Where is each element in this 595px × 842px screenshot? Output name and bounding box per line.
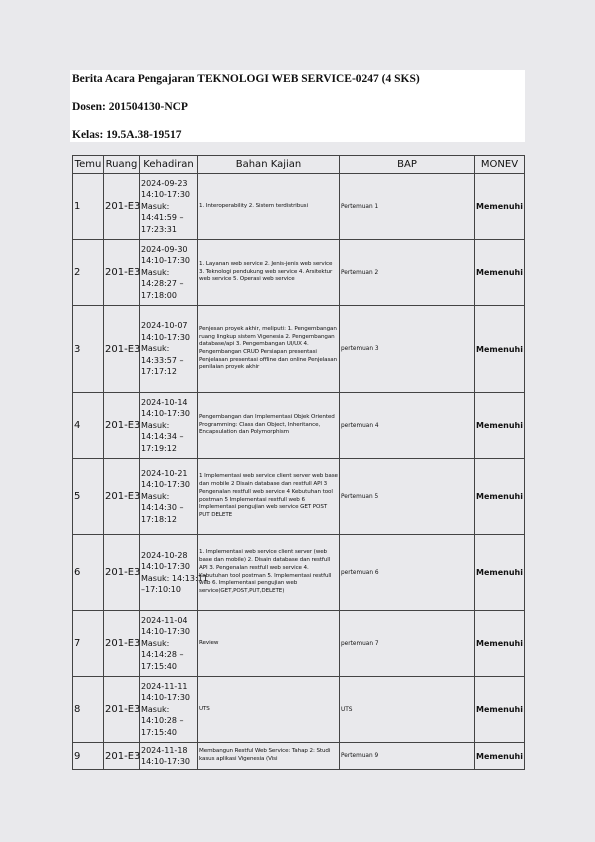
cell-bap: pertemuan 4	[340, 393, 475, 459]
cell-kehadiran	[140, 677, 198, 743]
document-header	[70, 70, 525, 142]
cell-ruang: 201-E3	[104, 459, 140, 535]
cell-ruang: 201-E3	[104, 393, 140, 459]
kehadiran-line: 2024-10-21	[141, 468, 188, 478]
column-header-monev: MONEV	[475, 156, 525, 174]
cell-monev: Memenuhi	[475, 174, 525, 240]
table-header-row	[73, 156, 525, 174]
cell-temu: 3	[73, 306, 104, 393]
table-row	[73, 677, 525, 743]
cell-bahan-kajian: Pengembangan dan Implementasi Objek Oriented Programming: Class dan Object, Inheritance, Encapsulation dan Polymorphism	[198, 393, 340, 459]
kehadiran-line: 17:17:12	[141, 367, 177, 377]
cell-kehadiran	[140, 535, 208, 611]
kehadiran-line: 14:14:34 –	[141, 432, 184, 442]
kehadiran-line: 17:18:00	[141, 290, 177, 300]
kehadiran-line: 14:33:57 –	[141, 355, 184, 365]
kehadiran-line: 14:10-17:30	[141, 332, 190, 342]
kehadiran-line: 2024-11-11	[141, 681, 188, 691]
table-row	[73, 306, 525, 393]
cell-kehadiran	[140, 174, 198, 240]
kehadiran-line: 2024-10-28	[141, 550, 188, 560]
kehadiran-line: 14:10:28 –	[141, 716, 184, 726]
kehadiran-line: 17:18:12	[141, 514, 177, 524]
table-row	[73, 459, 525, 535]
cell-kehadiran	[140, 743, 198, 770]
cell-bahan-kajian: 1. Interoperability 2. Sistem terdistribusi	[198, 174, 340, 240]
cell-kehadiran	[140, 459, 198, 535]
teaching-record-table	[72, 155, 525, 770]
cell-bap: UTS	[340, 677, 475, 743]
column-header-bap: BAP	[340, 156, 475, 174]
cell-ruang: 201-E3	[104, 743, 140, 770]
table-row	[73, 174, 525, 240]
cell-bap: pertemuan 7	[340, 611, 475, 677]
kehadiran-line: 14:41:59 –	[141, 213, 184, 223]
cell-temu: 9	[73, 743, 104, 770]
kehadiran-line: Masuk:	[141, 638, 170, 648]
kehadiran-line: Masuk:	[141, 201, 170, 211]
cell-ruang: 201-E3	[104, 535, 140, 611]
cell-ruang: 201-E3	[104, 306, 140, 393]
cell-temu: 8	[73, 677, 104, 743]
kehadiran-line: 17:15:40	[141, 661, 177, 671]
cell-ruang: 201-E3	[104, 240, 140, 306]
kehadiran-line: Masuk:	[141, 420, 170, 430]
cell-monev: Memenuhi	[475, 677, 525, 743]
column-header-kehadiran: Kehadiran	[140, 156, 198, 174]
column-header-ruang: Ruang	[104, 156, 140, 174]
cell-kehadiran	[140, 393, 198, 459]
kehadiran-line: Masuk:	[141, 704, 170, 714]
kehadiran-line: 14:10-17:30	[141, 562, 190, 571]
kehadiran-line: 17:23:31	[141, 224, 177, 234]
kehadiran-line: 14:10-17:30	[141, 190, 190, 200]
kehadiran-line: Masuk:	[141, 267, 170, 277]
cell-bap: Pertemuan 5	[340, 459, 475, 535]
kehadiran-line: 14:10-17:30	[141, 409, 190, 419]
cell-temu: 7	[73, 611, 104, 677]
column-header-bahan-kajian: Bahan Kajian	[198, 156, 340, 174]
cell-monev: Memenuhi	[475, 240, 525, 306]
class-label: Kelas: 19.5A.38-19517	[72, 129, 182, 141]
cell-bap: Pertemuan 2	[340, 240, 475, 306]
cell-bap: pertemuan 6	[340, 535, 475, 611]
lecturer-label: Dosen: 201504130-NCP	[72, 101, 188, 113]
kehadiran-line: 17:15:40	[141, 727, 177, 737]
table-row	[73, 393, 525, 459]
cell-monev: Memenuhi	[475, 459, 525, 535]
kehadiran-line: 14:10-17:30	[141, 627, 190, 637]
cell-monev: Memenuhi	[475, 743, 525, 770]
cell-temu: 1	[73, 174, 104, 240]
cell-bahan-kajian: UTS	[198, 677, 340, 743]
cell-kehadiran	[140, 611, 198, 677]
cell-temu: 5	[73, 459, 104, 535]
kehadiran-line: 2024-11-18	[141, 745, 188, 755]
cell-bahan-kajian: Penjesan proyek akhir, meliputi: 1. Pengembangan ruang lingkup sistem Vigenesia 2. Pengembangan database/api 3. Pengembangan UI/UX 4. Pengembangan CRUD Persiapan presentasi Penjelasan presentasi offline dan online Penjelasan penilaian proyek akhir	[198, 306, 340, 393]
cell-kehadiran	[140, 240, 198, 306]
kehadiran-line: 14:10-17:30	[141, 480, 190, 490]
kehadiran-line: Masuk:	[141, 491, 170, 501]
kehadiran-line: 2024-11-04	[141, 615, 188, 625]
cell-ruang: 201-E3	[104, 174, 140, 240]
cell-monev: Memenuhi	[475, 535, 525, 611]
cell-temu: 4	[73, 393, 104, 459]
cell-temu: 6	[73, 535, 104, 611]
cell-ruang: 201-E3	[104, 677, 140, 743]
kehadiran-line: 14:14:30 –	[141, 503, 184, 513]
kehadiran-line: 2024-10-07	[141, 321, 188, 331]
cell-monev: Memenuhi	[475, 611, 525, 677]
kehadiran-line: 2024-09-23	[141, 178, 188, 188]
cell-monev: Memenuhi	[475, 306, 525, 393]
kehadiran-line: 17:19:12	[141, 443, 177, 453]
cell-bap: Pertemuan 9	[340, 743, 475, 770]
table-row	[73, 743, 525, 770]
cell-monev: Memenuhi	[475, 393, 525, 459]
cell-temu: 2	[73, 240, 104, 306]
table-row	[73, 240, 525, 306]
cell-kehadiran	[140, 306, 198, 393]
cell-bahan-kajian: 1. Layanan web service 2. Jenis-jenis web service 3. Teknologi pendukung web service 4. Arsitektur web service 5. Operasi web service	[198, 240, 340, 306]
kehadiran-line: 14:28:27 –	[141, 279, 184, 289]
document-title: Berita Acara Pengajaran TEKNOLOGI WEB SERVICE-0247 (4 SKS)	[72, 73, 420, 85]
kehadiran-line: 14:10-17:30	[141, 757, 190, 766]
table-row	[73, 611, 525, 677]
cell-bap: pertemuan 3	[340, 306, 475, 393]
cell-bahan-kajian: Review	[198, 611, 340, 677]
cell-bap: Pertemuan 1	[340, 174, 475, 240]
cell-bahan-kajian: 1 Implementasi web service client server web base dan mobile 2 Disain database dan restfull API 3 Pengenalan restfull web service 4 Kebutuhan tool postman 5 Implementasi restfull web 6 Implementasi pengujian web service GET POST PUT DELETE	[198, 459, 340, 535]
kehadiran-line: 2024-09-30	[141, 244, 188, 254]
column-header-temu: Temu	[73, 156, 104, 174]
cell-bahan-kajian: 1. Implementasi web service client server (web base dan mobile) 2. Disain database dan restfull API 3. Pengenalan restfull web service 4. Kebutuhan tool postman 5. Implementasi restfull web 6. Implementasi pengujian web service(GET,POST,PUT,DELETE)	[198, 535, 340, 611]
kehadiran-line: Masuk:	[141, 344, 170, 354]
table-row	[73, 535, 525, 611]
kehadiran-line: –17:10:10	[141, 585, 181, 594]
cell-bahan-kajian: Membangun Restful Web Service: Tahap 2: Studi kasus aplikasi Vigenesia (Visi	[198, 743, 340, 770]
kehadiran-line: 14:10-17:30	[141, 693, 190, 703]
kehadiran-line: 14:14:28 –	[141, 650, 184, 660]
cell-ruang: 201-E3	[104, 611, 140, 677]
kehadiran-line: 14:10-17:30	[141, 256, 190, 266]
kehadiran-line: 2024-10-14	[141, 397, 188, 407]
kehadiran-line: Masuk: 14:13:11	[141, 573, 208, 583]
